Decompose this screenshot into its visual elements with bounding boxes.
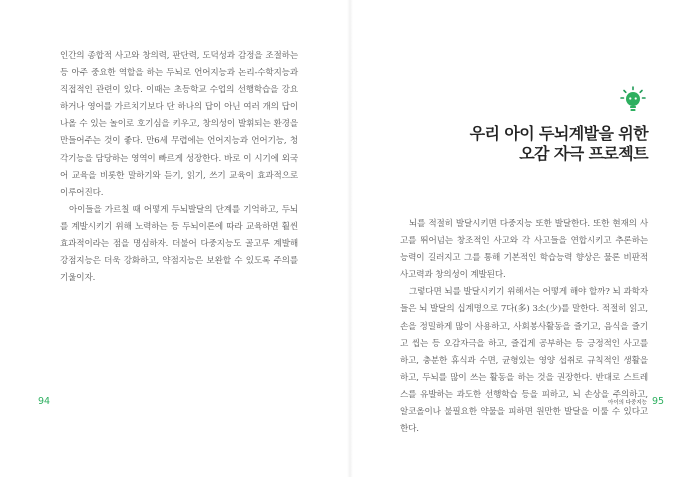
page-number-left: 94	[38, 396, 51, 407]
left-paragraph-1: 인간의 종합적 사고와 창의력, 판단력, 도덕성과 감정을 조절하는 등 아주 중요한 역할을 하는 두뇌로 언어지능과 논리-수학지능과 직접적인 관련이 있다. 이때는 초등학교 수업의 선행학습을 강요하거나 영어를 가르치기보다 단 하나의 답이 아닌 여러 개의 답이 나올 수 있는 놀이로 호기심을 키우고, 창의성이 발휘되는 환경을 만들어주는 것이 좋다. 만6세 무렵에는 언어지능과 언어기능, 청각기능을 담당하는 영역이 빠르게 성장한다. 바로 이 시기에 외국어 교육을 비롯한 말하기와 듣기, 읽기, 쓰기 교육이 효과적으로 이루어진다.	[60, 51, 298, 198]
page-number-right: 95	[652, 396, 665, 407]
section-title	[420, 124, 648, 164]
page-gutter	[347, 0, 353, 477]
lightbulb-icon	[620, 86, 646, 114]
right-paragraph-2: 그렇다면 뇌를 발달시키기 위해서는 어떻게 해야 할까? 뇌 과학자들은 뇌 발달의 십계명으로 7다(多) 3소(少)를 말한다. 적절히 읽고, 손을 정밀하게 많이 사용하고, 사회봉사활동을 즐기고, 음식을 즐기고 씹는 등 오감자극을 하고, 즐겁게 공부하는 등 긍정적인 사고를 하고, 충분한 휴식과 수면, 균형있는 영양 섭취로 규칙적인 생활을 하고, 두뇌를 많이 쓰는 활동을 하는 것을 권장한다. 반대로 스트레스를 유발하는 과도한 선행학습 등을 피하고, 뇌 손상을 주의하고, 알코올이나 불필요한 약물을 피하면 원만한 발달을 이룰 수 있다고 한다.	[400, 287, 648, 435]
title-line-2: 오감 자극 프로젝트	[519, 144, 648, 163]
title-line-1: 우리 아이 두뇌계발을 위한	[469, 124, 648, 143]
left-body-text	[60, 48, 298, 287]
left-paragraph-2: 아이들을 가르칠 때 어떻게 두뇌발달의 단계를 기억하고, 두뇌를 계발시키기 위해 노력하는 등 두뇌이론에 따라 교육하면 훨씬 효과적이라는 점을 명심하자. 더불어 다중지능도 골고루 계발해 강점지능은 더욱 강화하고, 약점지능은 보완할 수 있도록 주의를 기울이자.	[60, 204, 298, 284]
right-paragraph-1: 뇌를 적절히 발달시키면 다중지능 또한 발달한다. 또한 현재의 사고를 뛰어넘는 창조적인 사고와 각 사고들을 연합시키고 추론하는 능력이 길러지고 그를 통해 기본적인 학습능력 향상은 물론 비판적 사고력과 창의성이 계발된다.	[400, 219, 648, 281]
running-head: 아이의 다중지능	[608, 400, 647, 406]
